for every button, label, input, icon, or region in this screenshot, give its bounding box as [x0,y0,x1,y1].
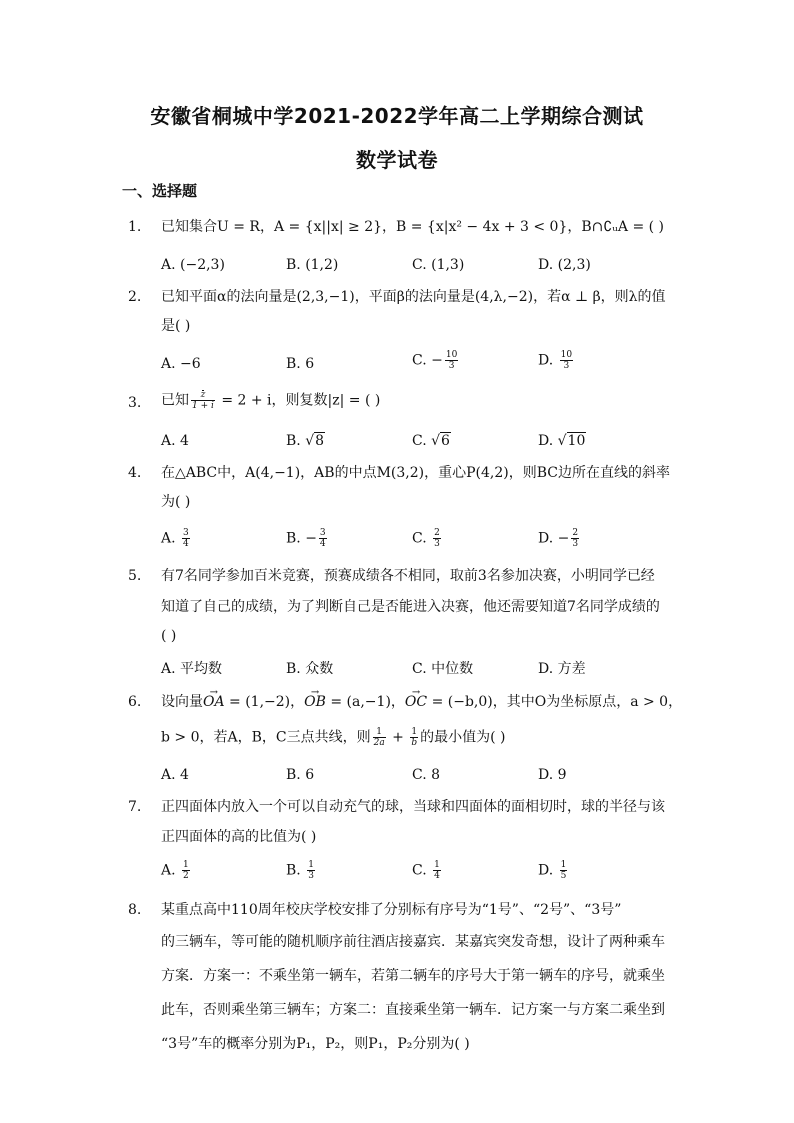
option-d: D. $\frac{1}{5}$ [538,860,567,881]
question-text-line: 知道了自己的成绩，为了判断自己是否能进入决赛，他还需要知道7名同学成绩的 [161,599,660,615]
option-d: D. 9 [538,767,567,783]
question-number: 6. [128,694,142,710]
question-text-line: 在△ABC中，A(4,−1)，AB的中点M(3,2)，重心P(4,2)，则BC边所在直线的斜率 [161,465,670,481]
fraction: $\frac{z}{1 + i}$ [192,390,214,411]
option-a: A. −6 [161,356,201,372]
option-c: C. 中位数 [412,661,474,677]
question-number: 8. [128,902,142,918]
option-c: C. $\frac{1}{4}$ [412,860,440,881]
fraction: $\frac{10}{3}$ [445,350,458,371]
option-c: C. √6 [412,433,450,449]
option-c: C. − $\frac{10}{3}$ [412,350,458,371]
question-text-line: b > 0，若A，B，C三点共线，则 $\frac{1}{2a}$ + $\frac{1}{b}$ 的最小值为( ) [161,727,506,748]
question-text-line: 正四面体内放入一个可以自动充气的球，当球和四面体的面相切时，球的半径与该 [161,799,665,815]
question-number: 5. [128,568,142,584]
option-d: D. (2,3) [538,257,591,273]
option-b: B. √8 [286,433,325,449]
question-text-line: “3号”车的概率分别为P₁，P₂，则P₁，P₂分别为( ) [161,1036,470,1052]
option-a: A. (−2,3) [161,257,225,273]
exam-title: 安徽省桐城中学2021-2022学年高二上学期综合测试 [150,104,644,128]
question-text-line: 是( ) [161,318,191,334]
option-d: D. $\frac{10}{3}$ [538,350,573,371]
question-number: 3. [128,395,142,411]
question-number: 7. [128,799,142,815]
option-b: B. − $\frac{3}{4}$ [286,528,326,549]
question-text-line: 正四面体的高的比值为( ) [161,829,317,845]
option-b: B. 6 [286,356,315,372]
question-text-line: 已知平面α的法向量是(2,3,−1)，平面β的法向量是(4,λ,−2)，若α ⊥ β，则λ的值 [161,289,666,305]
option-d: D. 方差 [538,661,586,677]
fraction: $\frac{10}{3}$ [560,350,573,371]
question-text-line: 有7名同学参加百米竞赛，预赛成绩各不相同，取前3名参加决赛，小明同学已经 [161,568,655,584]
option-b: B. 众数 [286,661,334,677]
exam-subtitle: 数学试卷 [356,148,438,172]
option-c: C. 8 [412,767,441,783]
option-a: A. 4 [161,767,189,783]
option-c: C. (1,3) [412,257,465,273]
option-b: B. $\frac{1}{3}$ [286,860,314,881]
question-text-line: 为( ) [161,494,191,510]
option-d: D. √10 [538,433,586,449]
question-text-line: ( ) [161,628,177,644]
question-text: 已知 $\frac{z}{1 + i}$ = 2 + i，则复数|z| = ( ) [161,390,381,411]
question-text: 已知集合U = R，A = {x||x| ≥ 2}，B = {x|x² − 4x + 3 < 0}，B∩∁ᵤA = ( ) [161,219,664,235]
question-text-line: 的三辆车，等可能的随机顺序前往酒店接嘉宾．某嘉宾突发奇想，设计了两种乘车 [161,934,665,950]
question-text-line: 此车，否则乘坐第三辆车；方案二：直接乘坐第一辆车．记方案一与方案二乘坐到 [161,1002,665,1018]
question-number: 4. [128,465,142,481]
option-c: C. $\frac{2}{3}$ [412,528,440,549]
option-a: A. 4 [161,433,189,449]
option-d: D. − $\frac{2}{3}$ [538,528,579,549]
question-text-line: 设向量→ OA = (1,−2)，→ OB = (a,−1)，→ OC = (−b,0)，其中O为坐标原点，a > 0， [161,692,682,712]
option-b: B. 6 [286,767,315,783]
section-heading: 一、选择题 [122,182,198,200]
question-number: 2. [128,289,142,305]
option-a: A. $\frac{1}{2}$ [161,860,189,881]
option-a: A. 平均数 [161,661,223,677]
option-a: A. $\frac{3}{4}$ [161,528,189,549]
question-number: 1. [128,219,142,235]
question-text-line: 方案．方案一：不乘坐第一辆车，若第二辆车的序号大于第一辆车的序号，就乘坐 [161,968,665,984]
question-text-line: 某重点高中110周年校庆学校安排了分别标有序号为“1号”、“2号”、“3号” [161,902,622,918]
option-b: B. (1,2) [286,257,339,273]
